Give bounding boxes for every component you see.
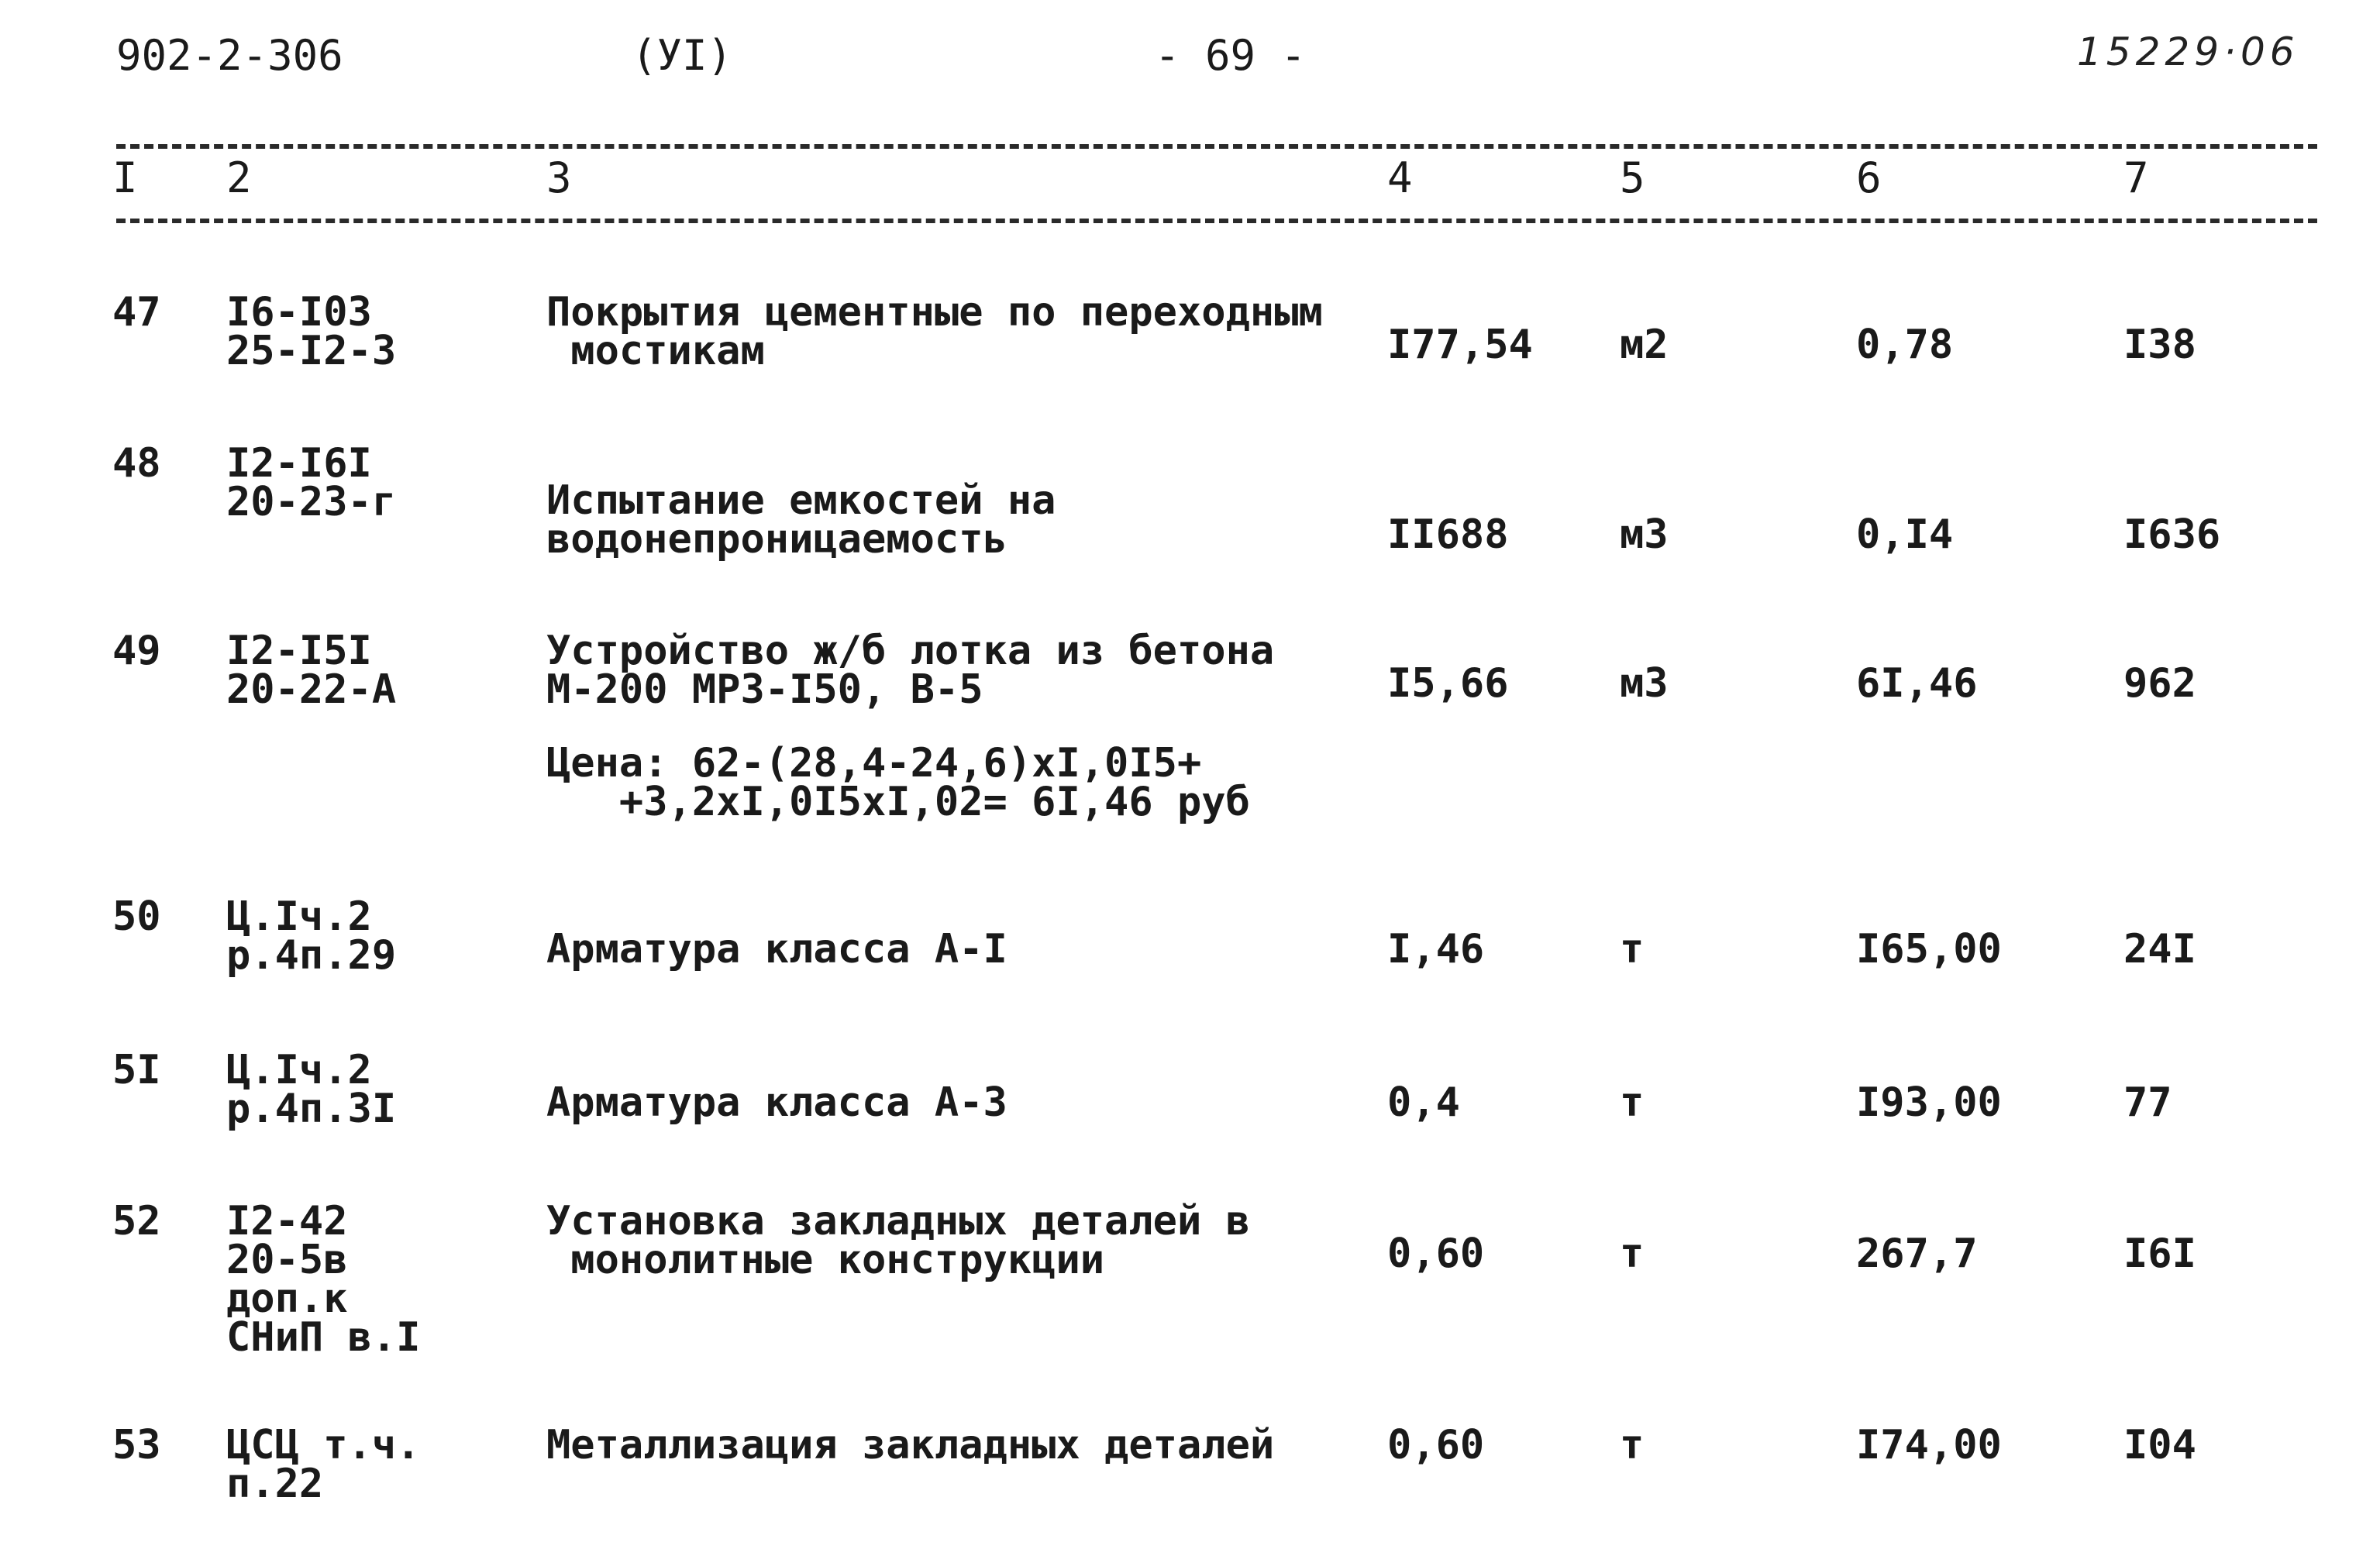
document-code: 902-2-306 (116, 31, 343, 80)
work-description: Покрытия цементные по переходным мостикам (546, 289, 1323, 374)
norm-code: I2-I5I 20-22-А (226, 628, 397, 713)
quantity: I,46 (1387, 926, 1485, 972)
total-cost: 77 (2123, 1079, 2172, 1126)
column-number-1: I (112, 153, 138, 202)
quantity: I77,54 (1387, 322, 1533, 368)
norm-code: Ц.Iч.2 р.4п.29 (226, 893, 397, 979)
row-number: 52 (112, 1198, 161, 1244)
total-cost: 24I (2123, 926, 2196, 972)
unit: т (1620, 1079, 1645, 1126)
column-number-7: 7 (2123, 153, 2149, 202)
quantity: 0,60 (1387, 1231, 1485, 1277)
norm-code: I2-42 20-5в доп.к СНиП в.I (226, 1198, 421, 1361)
unit: м3 (1620, 660, 1669, 707)
norm-code: I2-I6I 20-23-г (226, 440, 397, 525)
column-number-3: 3 (546, 153, 572, 202)
total-cost: I6I (2123, 1231, 2196, 1277)
unit-price: 0,I4 (1856, 511, 1954, 558)
work-description: Арматура класса А-I (546, 926, 1007, 972)
unit: м2 (1620, 322, 1669, 368)
norm-code: I6-I03 25-I2-3 (226, 289, 397, 374)
norm-code: Ц.Iч.2 р.4п.3I (226, 1047, 397, 1132)
quantity: 0,4 (1387, 1079, 1460, 1126)
work-description: Металлизация закладных деталей (546, 1422, 1275, 1468)
column-number-5: 5 (1620, 153, 1645, 202)
work-description: Испытание емкостей на водонепроницаемость (546, 477, 1056, 563)
row-number: 5I (112, 1047, 161, 1093)
work-description: Установка закладных деталей в монолитные конструкции (546, 1198, 1250, 1283)
total-cost: I04 (2123, 1422, 2196, 1468)
page-number: - 69 - (1155, 31, 1307, 80)
unit-price: I93,00 (1856, 1079, 2002, 1126)
unit: т (1620, 1422, 1645, 1468)
total-cost: 962 (2123, 660, 2196, 707)
quantity: I5,66 (1387, 660, 1509, 707)
top-dashed-rule (116, 144, 2317, 149)
column-number-6: 6 (1856, 153, 1882, 202)
section-label: (УI) (632, 31, 733, 80)
unit: т (1620, 1231, 1645, 1277)
quantity: II688 (1387, 511, 1509, 558)
total-cost: I636 (2123, 511, 2221, 558)
column-number-4: 4 (1387, 153, 1413, 202)
row-number: 48 (112, 440, 161, 487)
header-bottom-dashed-rule (116, 219, 2317, 223)
unit-price: I74,00 (1856, 1422, 2002, 1468)
price-calculation-note: Цена: 62-(28,4-24,6)хI,0I5+ +3,2хI,0I5хI,02= 6I,46 руб (546, 740, 1250, 825)
unit: м3 (1620, 511, 1669, 558)
quantity: 0,60 (1387, 1422, 1485, 1468)
row-number: 47 (112, 289, 161, 336)
unit: т (1620, 926, 1645, 972)
unit-price: I65,00 (1856, 926, 2002, 972)
work-description: Арматура класса А-3 (546, 1079, 1007, 1126)
unit-price: 0,78 (1856, 322, 1954, 368)
archive-stamp: 15229·06 (2077, 29, 2299, 74)
row-number: 53 (112, 1422, 161, 1468)
norm-code: ЦСЦ т.ч. п.22 (226, 1422, 421, 1507)
column-number-2: 2 (226, 153, 252, 202)
work-description: Устройство ж/б лотка из бетона М-200 МРЗ-I50, В-5 (546, 628, 1275, 713)
unit-price: 6I,46 (1856, 660, 1978, 707)
total-cost: I38 (2123, 322, 2196, 368)
unit-price: 267,7 (1856, 1231, 1978, 1277)
row-number: 49 (112, 628, 161, 674)
row-number: 50 (112, 893, 161, 940)
